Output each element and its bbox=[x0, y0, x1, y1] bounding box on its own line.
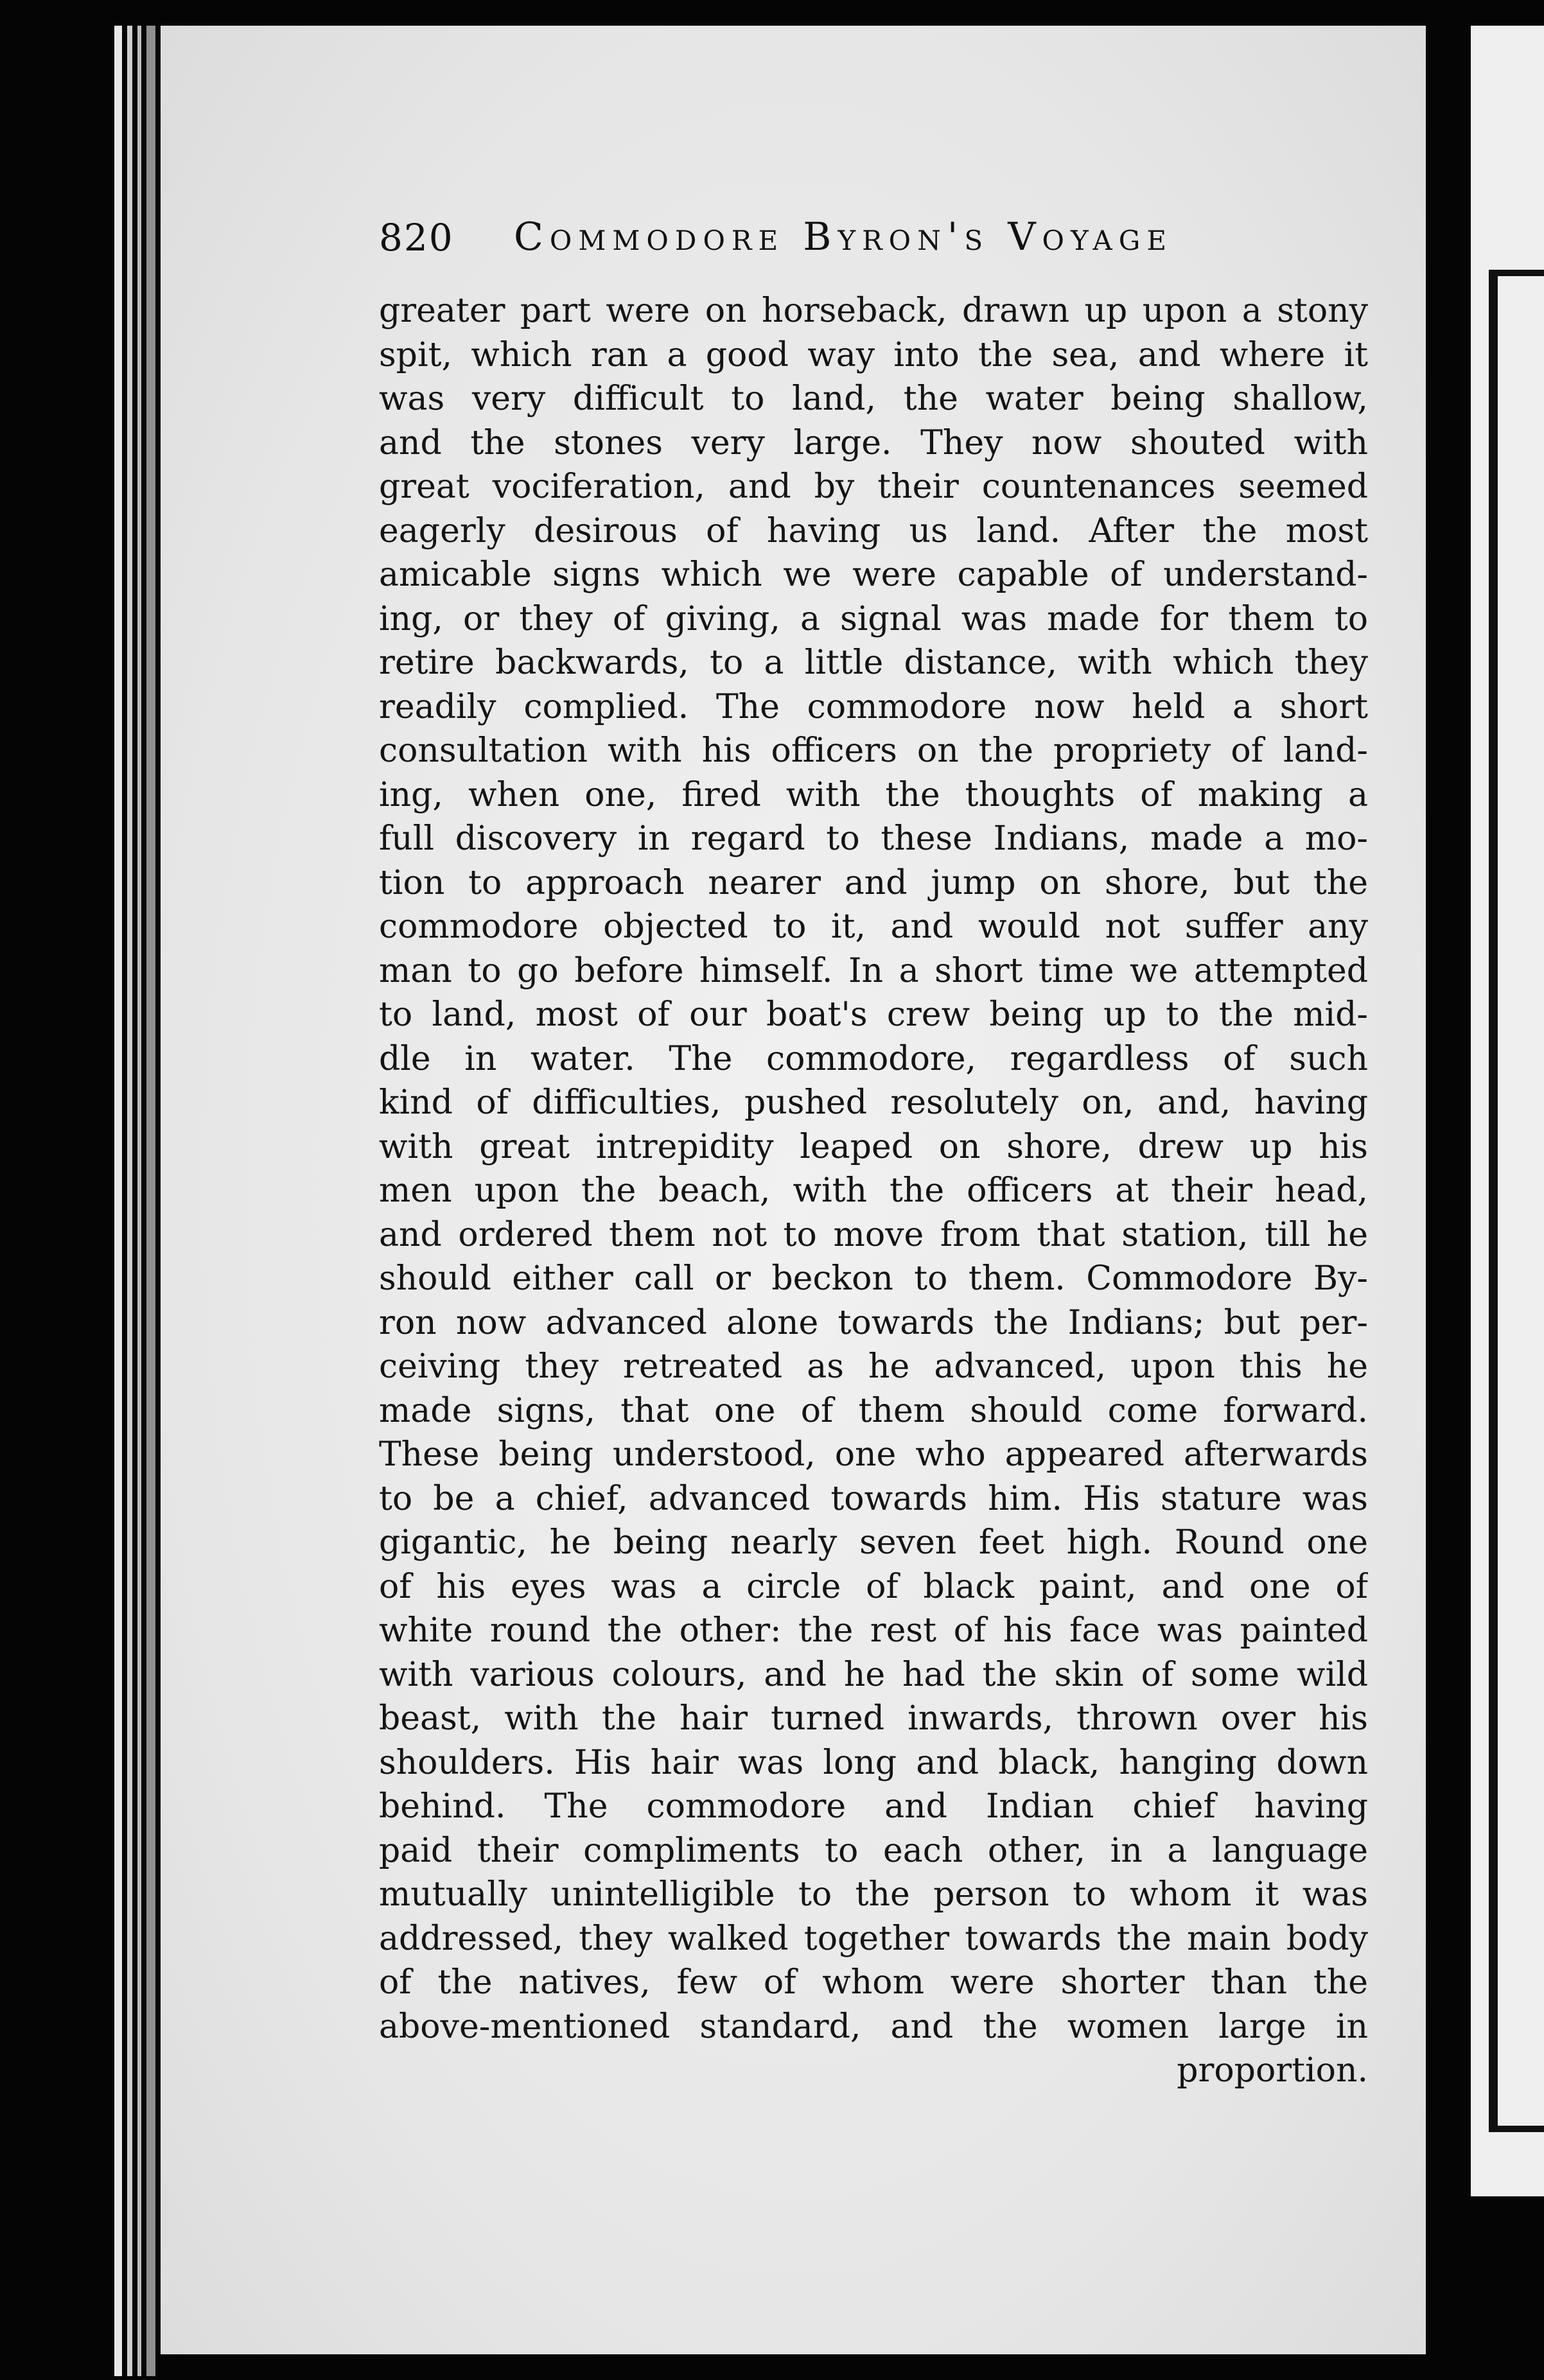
running-head: Commodore Byron's Voyage bbox=[514, 214, 1173, 259]
text-line: and ordered them not to move from that station, till he bbox=[379, 1215, 1368, 1254]
text-line: ing, or they of giving, a signal was made for them to bbox=[379, 599, 1368, 638]
page-number: 820 bbox=[379, 216, 454, 259]
text-line: of the natives, few of whom were shorter than the bbox=[379, 1963, 1368, 2002]
text-line: amicable signs which we were capable of understand- bbox=[379, 556, 1368, 594]
text-line: proportion. bbox=[1177, 2051, 1368, 2090]
text-line: white round the other: the rest of his face was painted bbox=[379, 1611, 1368, 1650]
text-line: kind of difficulties, pushed resolutely on, and, having bbox=[379, 1083, 1368, 1122]
text-line: consultation with his officers on the propriety of land- bbox=[379, 731, 1368, 770]
text-line: greater part were on horseback, drawn up upon a stony bbox=[379, 292, 1368, 330]
text-line: ron now advanced alone towards the Indians; but per- bbox=[379, 1303, 1368, 1342]
binding-edge bbox=[146, 26, 155, 2376]
text-line: should either call or beckon to them. Commodore By- bbox=[379, 1259, 1368, 1298]
text-line: retire backwards, to a little distance, with which they bbox=[379, 643, 1368, 682]
text-line: behind. The commodore and Indian chief having bbox=[379, 1787, 1368, 1826]
text-line: paid their compliments to each other, in a language bbox=[379, 1831, 1368, 1870]
text-line: men upon the beach, with the officers at their head, bbox=[379, 1171, 1368, 1210]
text-line: beast, with the hair turned inwards, thrown over his bbox=[379, 1699, 1368, 1738]
text-line: spit, which ran a good way into the sea, and where it bbox=[379, 335, 1368, 374]
text-line: was very difficult to land, the water being shallow, bbox=[379, 380, 1368, 418]
text-line: with great intrepidity leaped on shore, drew up his bbox=[379, 1127, 1368, 1166]
text-line: ing, when one, fired with the thoughts of making a bbox=[379, 775, 1368, 814]
text-line: commodore objected to it, and would not suffer any bbox=[379, 907, 1368, 946]
text-line: tion to approach nearer and jump on shore, but the bbox=[379, 863, 1368, 902]
binding-edge bbox=[137, 26, 141, 2376]
text-line: gigantic, he being nearly seven feet high. Round one bbox=[379, 1523, 1368, 1562]
text-line: eagerly desirous of having us land. After the most bbox=[379, 511, 1368, 550]
text-line: full discovery in regard to these Indians, made a mo- bbox=[379, 819, 1368, 858]
text-line: These being understood, one who appeared afterwards bbox=[379, 1435, 1368, 1474]
text-line: of his eyes was a circle of black paint, and one of bbox=[379, 1567, 1368, 1606]
text-line: mutually unintelligible to the person to whom it was bbox=[379, 1875, 1368, 1914]
text-line: and the stones very large. They now shouted with bbox=[379, 423, 1368, 462]
text-line: above-mentioned standard, and the women large in bbox=[379, 2007, 1368, 2046]
text-line: made signs, that one of them should come forward. bbox=[379, 1391, 1368, 1430]
text-line: dle in water. The commodore, regardless of such bbox=[379, 1039, 1368, 1078]
text-line: readily complied. The commodore now held a short bbox=[379, 687, 1368, 726]
text-line: man to go before himself. In a short time we attempted bbox=[379, 951, 1368, 990]
facing-page-frame bbox=[1489, 270, 1544, 2132]
text-line: with various colours, and he had the skin of some wild bbox=[379, 1655, 1368, 1694]
text-line: to be a chief, advanced towards him. His stature was bbox=[379, 1479, 1368, 1518]
text-line: shoulders. His hair was long and black, hanging down bbox=[379, 1743, 1368, 1782]
binding-edge bbox=[127, 26, 132, 2376]
body-text bbox=[379, 289, 1368, 2093]
text-line: great vociferation, and by their countenances seemed bbox=[379, 468, 1368, 506]
binding-edge bbox=[114, 26, 122, 2376]
text-line: to land, most of our boat's crew being up to the mid- bbox=[379, 995, 1368, 1034]
text-line: ceiving they retreated as he advanced, upon this he bbox=[379, 1347, 1368, 1386]
text-line: addressed, they walked together towards the main body bbox=[379, 1919, 1368, 1958]
page-header bbox=[379, 212, 1381, 270]
